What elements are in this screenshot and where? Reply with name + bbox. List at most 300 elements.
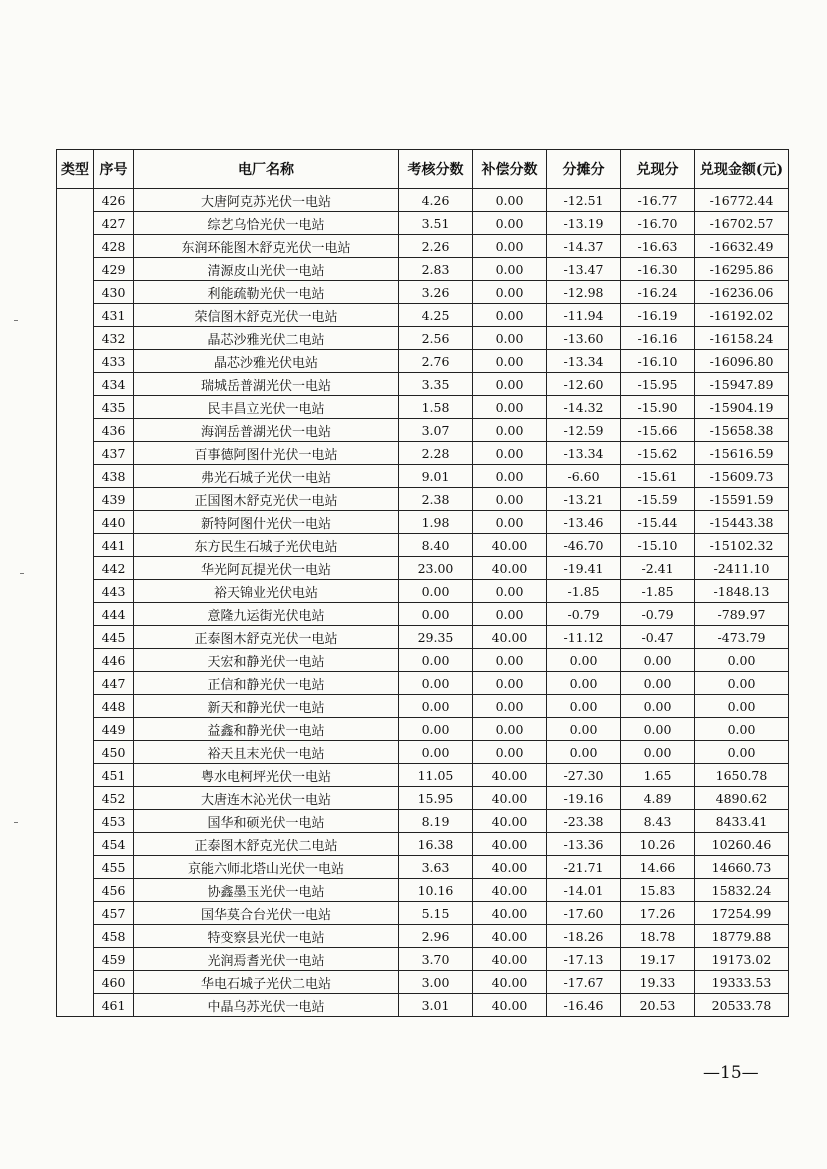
- value-cell: 20533.78: [695, 994, 789, 1017]
- value-cell: 4890.62: [695, 787, 789, 810]
- value-cell: -14.37: [547, 235, 621, 258]
- value-cell: -16.70: [621, 212, 695, 235]
- value-cell: 0.00: [399, 718, 473, 741]
- value-cell: 0.00: [473, 603, 547, 626]
- table-row: [57, 396, 789, 419]
- table-row: [57, 741, 789, 764]
- value-cell: 1.98: [399, 511, 473, 534]
- value-cell: 11.05: [399, 764, 473, 787]
- table-row: [57, 603, 789, 626]
- scan-speck: [14, 320, 18, 321]
- value-cell: -0.47: [621, 626, 695, 649]
- row-index-cell: 455: [94, 856, 134, 879]
- row-index-cell: 450: [94, 741, 134, 764]
- plant-name-cell: 光润焉耆光伏一电站: [134, 948, 399, 971]
- value-cell: 15.83: [621, 879, 695, 902]
- value-cell: 8.40: [399, 534, 473, 557]
- row-index-cell: 452: [94, 787, 134, 810]
- plant-name-cell: 裕天且末光伏一电站: [134, 741, 399, 764]
- value-cell: -15.44: [621, 511, 695, 534]
- row-index-cell: 438: [94, 465, 134, 488]
- value-cell: 40.00: [473, 764, 547, 787]
- row-index-cell: 460: [94, 971, 134, 994]
- column-header: 兑现金额(元): [695, 150, 789, 189]
- table-row: [57, 718, 789, 741]
- value-cell: 40.00: [473, 810, 547, 833]
- value-cell: 0.00: [473, 695, 547, 718]
- table-row: [57, 557, 789, 580]
- table-row: [57, 994, 789, 1017]
- value-cell: -11.12: [547, 626, 621, 649]
- value-cell: 0.00: [473, 396, 547, 419]
- plant-name-cell: 裕天锦业光伏电站: [134, 580, 399, 603]
- value-cell: 40.00: [473, 557, 547, 580]
- row-index-cell: 431: [94, 304, 134, 327]
- value-cell: 40.00: [473, 902, 547, 925]
- value-cell: 5.15: [399, 902, 473, 925]
- value-cell: -15.61: [621, 465, 695, 488]
- value-cell: 0.00: [473, 488, 547, 511]
- plant-name-cell: 天宏和静光伏一电站: [134, 649, 399, 672]
- value-cell: 15.95: [399, 787, 473, 810]
- value-cell: 0.00: [473, 465, 547, 488]
- value-cell: 19.33: [621, 971, 695, 994]
- row-index-cell: 444: [94, 603, 134, 626]
- table-row: [57, 810, 789, 833]
- value-cell: 0.00: [473, 350, 547, 373]
- table-row: [57, 258, 789, 281]
- table-header-row: [57, 150, 789, 189]
- value-cell: 3.63: [399, 856, 473, 879]
- value-cell: 0.00: [473, 580, 547, 603]
- value-cell: 16.38: [399, 833, 473, 856]
- table-body: [57, 189, 789, 1017]
- plant-name-cell: 清源皮山光伏一电站: [134, 258, 399, 281]
- plant-name-cell: 粤水电柯坪光伏一电站: [134, 764, 399, 787]
- value-cell: -15.59: [621, 488, 695, 511]
- table-row: [57, 879, 789, 902]
- value-cell: 3.70: [399, 948, 473, 971]
- plant-name-cell: 中晶乌苏光伏一电站: [134, 994, 399, 1017]
- value-cell: 0.00: [547, 718, 621, 741]
- value-cell: 3.07: [399, 419, 473, 442]
- value-cell: 15832.24: [695, 879, 789, 902]
- value-cell: -16158.24: [695, 327, 789, 350]
- value-cell: -15.66: [621, 419, 695, 442]
- row-index-cell: 453: [94, 810, 134, 833]
- plant-name-cell: 弗光石城子光伏一电站: [134, 465, 399, 488]
- value-cell: -15591.59: [695, 488, 789, 511]
- value-cell: -2411.10: [695, 557, 789, 580]
- category-cell: [57, 189, 94, 1017]
- plant-name-cell: 协鑫墨玉光伏一电站: [134, 879, 399, 902]
- value-cell: 2.38: [399, 488, 473, 511]
- value-cell: -15.90: [621, 396, 695, 419]
- value-cell: 0.00: [621, 649, 695, 672]
- value-cell: -14.32: [547, 396, 621, 419]
- value-cell: 0.00: [621, 672, 695, 695]
- value-cell: -16702.57: [695, 212, 789, 235]
- value-cell: 0.00: [547, 695, 621, 718]
- value-cell: 0.00: [399, 741, 473, 764]
- value-cell: -6.60: [547, 465, 621, 488]
- row-index-cell: 447: [94, 672, 134, 695]
- value-cell: 1.58: [399, 396, 473, 419]
- value-cell: -16.10: [621, 350, 695, 373]
- value-cell: -16096.80: [695, 350, 789, 373]
- row-index-cell: 458: [94, 925, 134, 948]
- value-cell: 0.00: [473, 672, 547, 695]
- value-cell: 40.00: [473, 856, 547, 879]
- value-cell: 40.00: [473, 971, 547, 994]
- value-cell: 40.00: [473, 626, 547, 649]
- value-cell: -15658.38: [695, 419, 789, 442]
- value-cell: 0.00: [473, 373, 547, 396]
- value-cell: 0.00: [473, 419, 547, 442]
- table-row: [57, 856, 789, 879]
- plant-name-cell: 正国图木舒克光伏一电站: [134, 488, 399, 511]
- value-cell: -15.62: [621, 442, 695, 465]
- value-cell: -13.34: [547, 442, 621, 465]
- value-cell: -15616.59: [695, 442, 789, 465]
- value-cell: 40.00: [473, 534, 547, 557]
- plant-name-cell: 荣信图木舒克光伏一电站: [134, 304, 399, 327]
- table-row: [57, 833, 789, 856]
- row-index-cell: 437: [94, 442, 134, 465]
- value-cell: 0.00: [473, 281, 547, 304]
- value-cell: -13.47: [547, 258, 621, 281]
- plant-name-cell: 国华莫合台光伏一电站: [134, 902, 399, 925]
- value-cell: -16295.86: [695, 258, 789, 281]
- plant-name-cell: 华光阿瓦提光伏一电站: [134, 557, 399, 580]
- row-index-cell: 435: [94, 396, 134, 419]
- value-cell: -16.24: [621, 281, 695, 304]
- value-cell: -13.19: [547, 212, 621, 235]
- row-index-cell: 429: [94, 258, 134, 281]
- value-cell: 2.28: [399, 442, 473, 465]
- row-index-cell: 461: [94, 994, 134, 1017]
- value-cell: -1.85: [547, 580, 621, 603]
- value-cell: 0.00: [473, 511, 547, 534]
- value-cell: 40.00: [473, 787, 547, 810]
- value-cell: -11.94: [547, 304, 621, 327]
- table-row: [57, 534, 789, 557]
- value-cell: -21.71: [547, 856, 621, 879]
- plant-name-cell: 正泰图木舒克光伏一电站: [134, 626, 399, 649]
- value-cell: 8433.41: [695, 810, 789, 833]
- column-header: 电厂名称: [134, 150, 399, 189]
- value-cell: 0.00: [621, 695, 695, 718]
- value-cell: 3.35: [399, 373, 473, 396]
- value-cell: -12.51: [547, 189, 621, 212]
- value-cell: 8.43: [621, 810, 695, 833]
- value-cell: -13.36: [547, 833, 621, 856]
- value-cell: 0.00: [473, 649, 547, 672]
- value-cell: 2.26: [399, 235, 473, 258]
- value-cell: 40.00: [473, 833, 547, 856]
- row-index-cell: 434: [94, 373, 134, 396]
- table-row: [57, 672, 789, 695]
- row-index-cell: 443: [94, 580, 134, 603]
- value-cell: 0.00: [695, 649, 789, 672]
- plant-name-cell: 特变察县光伏一电站: [134, 925, 399, 948]
- value-cell: -15904.19: [695, 396, 789, 419]
- value-cell: -15102.32: [695, 534, 789, 557]
- value-cell: 1.65: [621, 764, 695, 787]
- value-cell: 0.00: [473, 304, 547, 327]
- value-cell: -17.60: [547, 902, 621, 925]
- table-row: [57, 580, 789, 603]
- value-cell: -15443.38: [695, 511, 789, 534]
- value-cell: -16236.06: [695, 281, 789, 304]
- value-cell: -16772.44: [695, 189, 789, 212]
- plant-name-cell: 正信和静光伏一电站: [134, 672, 399, 695]
- plant-name-cell: 大唐阿克苏光伏一电站: [134, 189, 399, 212]
- value-cell: 18.78: [621, 925, 695, 948]
- value-cell: -16.30: [621, 258, 695, 281]
- value-cell: -13.21: [547, 488, 621, 511]
- value-cell: 10.16: [399, 879, 473, 902]
- table-row: [57, 764, 789, 787]
- value-cell: -12.60: [547, 373, 621, 396]
- row-index-cell: 449: [94, 718, 134, 741]
- value-cell: 14.66: [621, 856, 695, 879]
- value-cell: 0.00: [399, 603, 473, 626]
- value-cell: 3.00: [399, 971, 473, 994]
- value-cell: 17254.99: [695, 902, 789, 925]
- value-cell: 29.35: [399, 626, 473, 649]
- table-row: [57, 511, 789, 534]
- table-row: [57, 304, 789, 327]
- value-cell: -0.79: [621, 603, 695, 626]
- value-cell: -16.46: [547, 994, 621, 1017]
- value-cell: 17.26: [621, 902, 695, 925]
- row-index-cell: 456: [94, 879, 134, 902]
- value-cell: -15947.89: [695, 373, 789, 396]
- table-row: [57, 189, 789, 212]
- value-cell: -16192.02: [695, 304, 789, 327]
- table-row: [57, 212, 789, 235]
- row-index-cell: 432: [94, 327, 134, 350]
- row-index-cell: 428: [94, 235, 134, 258]
- value-cell: 10.26: [621, 833, 695, 856]
- value-cell: 0.00: [399, 695, 473, 718]
- plant-name-cell: 东润环能图木舒克光伏一电站: [134, 235, 399, 258]
- row-index-cell: 457: [94, 902, 134, 925]
- column-header: 分摊分: [547, 150, 621, 189]
- value-cell: -1848.13: [695, 580, 789, 603]
- value-cell: 40.00: [473, 948, 547, 971]
- value-cell: 2.76: [399, 350, 473, 373]
- scan-speck: [14, 822, 18, 823]
- value-cell: -1.85: [621, 580, 695, 603]
- table-row: [57, 281, 789, 304]
- plant-name-cell: 晶芯沙雅光伏二电站: [134, 327, 399, 350]
- row-index-cell: 454: [94, 833, 134, 856]
- value-cell: 0.00: [473, 258, 547, 281]
- value-cell: 0.00: [473, 741, 547, 764]
- value-cell: 0.00: [695, 695, 789, 718]
- value-cell: 0.00: [473, 442, 547, 465]
- value-cell: -473.79: [695, 626, 789, 649]
- row-index-cell: 459: [94, 948, 134, 971]
- column-header: 类型: [57, 150, 94, 189]
- value-cell: 19173.02: [695, 948, 789, 971]
- value-cell: 3.51: [399, 212, 473, 235]
- value-cell: 10260.46: [695, 833, 789, 856]
- value-cell: -13.46: [547, 511, 621, 534]
- page-number: —15—: [703, 1063, 759, 1083]
- plant-name-cell: 新天和静光伏一电站: [134, 695, 399, 718]
- column-header: 补偿分数: [473, 150, 547, 189]
- plant-name-cell: 正泰图木舒克光伏二电站: [134, 833, 399, 856]
- table-row: [57, 373, 789, 396]
- value-cell: 0.00: [473, 718, 547, 741]
- row-index-cell: 445: [94, 626, 134, 649]
- row-index-cell: 439: [94, 488, 134, 511]
- column-header: 考核分数: [399, 150, 473, 189]
- row-index-cell: 451: [94, 764, 134, 787]
- value-cell: 0.00: [695, 741, 789, 764]
- value-cell: 0.00: [547, 672, 621, 695]
- value-cell: -16.16: [621, 327, 695, 350]
- plant-name-cell: 益鑫和静光伏一电站: [134, 718, 399, 741]
- value-cell: 0.00: [399, 580, 473, 603]
- plant-name-cell: 大唐连木沁光伏一电站: [134, 787, 399, 810]
- plant-name-cell: 东方民生石城子光伏电站: [134, 534, 399, 557]
- value-cell: -15.95: [621, 373, 695, 396]
- value-cell: -19.16: [547, 787, 621, 810]
- table-row: [57, 419, 789, 442]
- table-row: [57, 327, 789, 350]
- value-cell: 0.00: [695, 672, 789, 695]
- table-row: [57, 350, 789, 373]
- value-cell: 0.00: [473, 235, 547, 258]
- value-cell: -16.19: [621, 304, 695, 327]
- value-cell: -12.59: [547, 419, 621, 442]
- value-cell: -23.38: [547, 810, 621, 833]
- row-index-cell: 441: [94, 534, 134, 557]
- value-cell: 0.00: [473, 327, 547, 350]
- table-row: [57, 695, 789, 718]
- column-header: 兑现分: [621, 150, 695, 189]
- value-cell: 0.00: [399, 672, 473, 695]
- value-cell: -27.30: [547, 764, 621, 787]
- table-row: [57, 948, 789, 971]
- table-row: [57, 787, 789, 810]
- value-cell: -16.77: [621, 189, 695, 212]
- row-index-cell: 448: [94, 695, 134, 718]
- table-row: [57, 902, 789, 925]
- plant-name-cell: 国华和硕光伏一电站: [134, 810, 399, 833]
- value-cell: 0.00: [547, 741, 621, 764]
- plant-name-cell: 瑞城岳普湖光伏一电站: [134, 373, 399, 396]
- table-row: [57, 488, 789, 511]
- plant-name-cell: 晶芯沙雅光伏电站: [134, 350, 399, 373]
- value-cell: 1650.78: [695, 764, 789, 787]
- value-cell: 20.53: [621, 994, 695, 1017]
- value-cell: 2.83: [399, 258, 473, 281]
- scan-speck: [20, 573, 24, 574]
- value-cell: -15609.73: [695, 465, 789, 488]
- row-index-cell: 427: [94, 212, 134, 235]
- value-cell: 0.00: [473, 212, 547, 235]
- value-cell: -15.10: [621, 534, 695, 557]
- row-index-cell: 440: [94, 511, 134, 534]
- value-cell: -18.26: [547, 925, 621, 948]
- value-cell: -0.79: [547, 603, 621, 626]
- plant-name-cell: 新特阿图什光伏一电站: [134, 511, 399, 534]
- value-cell: 40.00: [473, 879, 547, 902]
- value-cell: -19.41: [547, 557, 621, 580]
- plant-name-cell: 民丰昌立光伏一电站: [134, 396, 399, 419]
- table-row: [57, 626, 789, 649]
- value-cell: 40.00: [473, 994, 547, 1017]
- value-cell: 0.00: [399, 649, 473, 672]
- column-header: 序号: [94, 150, 134, 189]
- value-cell: 0.00: [621, 741, 695, 764]
- value-cell: 4.89: [621, 787, 695, 810]
- row-index-cell: 436: [94, 419, 134, 442]
- settlement-table: [56, 149, 789, 1017]
- plant-name-cell: 百事德阿图什光伏一电站: [134, 442, 399, 465]
- value-cell: 4.25: [399, 304, 473, 327]
- value-cell: -13.60: [547, 327, 621, 350]
- value-cell: 19333.53: [695, 971, 789, 994]
- plant-name-cell: 利能疏勒光伏一电站: [134, 281, 399, 304]
- row-index-cell: 426: [94, 189, 134, 212]
- value-cell: -14.01: [547, 879, 621, 902]
- plant-name-cell: 京能六师北塔山光伏一电站: [134, 856, 399, 879]
- value-cell: 14660.73: [695, 856, 789, 879]
- value-cell: -17.67: [547, 971, 621, 994]
- value-cell: -16632.49: [695, 235, 789, 258]
- value-cell: -789.97: [695, 603, 789, 626]
- value-cell: -16.63: [621, 235, 695, 258]
- table-row: [57, 235, 789, 258]
- table-row: [57, 465, 789, 488]
- value-cell: 19.17: [621, 948, 695, 971]
- table-row: [57, 925, 789, 948]
- value-cell: 23.00: [399, 557, 473, 580]
- value-cell: 0.00: [695, 718, 789, 741]
- value-cell: 0.00: [473, 189, 547, 212]
- value-cell: -17.13: [547, 948, 621, 971]
- plant-name-cell: 综艺乌恰光伏一电站: [134, 212, 399, 235]
- value-cell: -2.41: [621, 557, 695, 580]
- row-index-cell: 442: [94, 557, 134, 580]
- table-row: [57, 649, 789, 672]
- table-row: [57, 442, 789, 465]
- value-cell: 3.26: [399, 281, 473, 304]
- plant-name-cell: 意隆九运街光伏电站: [134, 603, 399, 626]
- table-row: [57, 971, 789, 994]
- row-index-cell: 433: [94, 350, 134, 373]
- value-cell: 2.96: [399, 925, 473, 948]
- row-index-cell: 430: [94, 281, 134, 304]
- value-cell: 40.00: [473, 925, 547, 948]
- plant-name-cell: 海润岳普湖光伏一电站: [134, 419, 399, 442]
- value-cell: 0.00: [621, 718, 695, 741]
- row-index-cell: 446: [94, 649, 134, 672]
- value-cell: 9.01: [399, 465, 473, 488]
- value-cell: -46.70: [547, 534, 621, 557]
- value-cell: 4.26: [399, 189, 473, 212]
- value-cell: 0.00: [547, 649, 621, 672]
- value-cell: 3.01: [399, 994, 473, 1017]
- value-cell: 2.56: [399, 327, 473, 350]
- value-cell: 18779.88: [695, 925, 789, 948]
